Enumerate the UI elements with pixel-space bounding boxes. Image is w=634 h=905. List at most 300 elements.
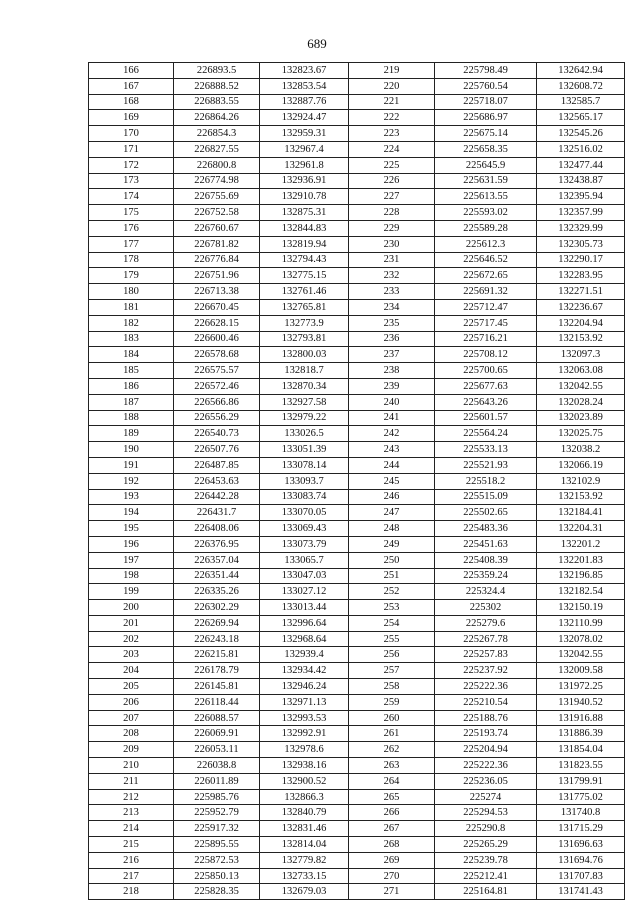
left-point-number-cell: 181 xyxy=(89,299,174,315)
left-x-coordinate-cell: 226069.91 xyxy=(174,726,260,742)
left-x-coordinate-cell: 226302.29 xyxy=(174,600,260,616)
left-x-coordinate-cell: 226215.81 xyxy=(174,647,260,663)
left-point-number-cell: 174 xyxy=(89,189,174,205)
right-x-coordinate-cell: 225236.05 xyxy=(435,773,537,789)
right-y-coordinate-cell: 132290.17 xyxy=(537,252,625,268)
left-x-coordinate-cell: 226883.55 xyxy=(174,94,260,110)
left-point-number-cell: 203 xyxy=(89,647,174,663)
left-point-number-cell: 217 xyxy=(89,868,174,884)
left-y-coordinate-cell: 133051.39 xyxy=(260,442,349,458)
left-y-coordinate-cell: 133083.74 xyxy=(260,489,349,505)
right-point-number-cell: 269 xyxy=(349,852,435,868)
left-y-coordinate-cell: 132924.47 xyxy=(260,110,349,126)
right-point-number-cell: 246 xyxy=(349,489,435,505)
left-point-number-cell: 204 xyxy=(89,663,174,679)
right-y-coordinate-cell: 131696.63 xyxy=(537,837,625,853)
left-y-coordinate-cell: 132853.54 xyxy=(260,78,349,94)
right-x-coordinate-cell: 225222.36 xyxy=(435,758,537,774)
right-y-coordinate-cell: 132196.85 xyxy=(537,568,625,584)
right-x-coordinate-cell: 225798.49 xyxy=(435,63,537,79)
left-x-coordinate-cell: 226752.58 xyxy=(174,205,260,221)
left-y-coordinate-cell: 132967.4 xyxy=(260,141,349,157)
left-point-number-cell: 208 xyxy=(89,726,174,742)
right-point-number-cell: 266 xyxy=(349,805,435,821)
right-y-coordinate-cell: 132009.58 xyxy=(537,663,625,679)
right-point-number-cell: 232 xyxy=(349,268,435,284)
left-x-coordinate-cell: 226357.04 xyxy=(174,552,260,568)
right-point-number-cell: 240 xyxy=(349,394,435,410)
table-row xyxy=(89,552,625,568)
right-point-number-cell: 261 xyxy=(349,726,435,742)
right-point-number-cell: 223 xyxy=(349,126,435,142)
left-x-coordinate-cell: 226827.55 xyxy=(174,141,260,157)
right-point-number-cell: 244 xyxy=(349,457,435,473)
right-point-number-cell: 241 xyxy=(349,410,435,426)
right-x-coordinate-cell: 225686.97 xyxy=(435,110,537,126)
left-point-number-cell: 172 xyxy=(89,157,174,173)
left-point-number-cell: 169 xyxy=(89,110,174,126)
left-x-coordinate-cell: 226760.67 xyxy=(174,220,260,236)
left-x-coordinate-cell: 226888.52 xyxy=(174,78,260,94)
table-row xyxy=(89,63,625,79)
right-x-coordinate-cell: 225188.76 xyxy=(435,710,537,726)
right-x-coordinate-cell: 225324.4 xyxy=(435,584,537,600)
table-row xyxy=(89,78,625,94)
left-point-number-cell: 212 xyxy=(89,789,174,805)
right-x-coordinate-cell: 225564.24 xyxy=(435,426,537,442)
left-x-coordinate-cell: 226431.7 xyxy=(174,505,260,521)
right-point-number-cell: 227 xyxy=(349,189,435,205)
left-point-number-cell: 200 xyxy=(89,600,174,616)
right-point-number-cell: 220 xyxy=(349,78,435,94)
right-point-number-cell: 237 xyxy=(349,347,435,363)
right-x-coordinate-cell: 225712.47 xyxy=(435,299,537,315)
table-row xyxy=(89,837,625,853)
left-y-coordinate-cell: 132840.79 xyxy=(260,805,349,821)
left-point-number-cell: 179 xyxy=(89,268,174,284)
right-y-coordinate-cell: 132271.51 xyxy=(537,284,625,300)
right-y-coordinate-cell: 131972.25 xyxy=(537,679,625,695)
right-x-coordinate-cell: 225237.92 xyxy=(435,663,537,679)
right-x-coordinate-cell: 225212.41 xyxy=(435,868,537,884)
right-x-coordinate-cell: 225502.65 xyxy=(435,505,537,521)
right-point-number-cell: 233 xyxy=(349,284,435,300)
left-y-coordinate-cell: 132993.53 xyxy=(260,710,349,726)
left-point-number-cell: 216 xyxy=(89,852,174,868)
right-x-coordinate-cell: 225294.53 xyxy=(435,805,537,821)
right-x-coordinate-cell: 225612.3 xyxy=(435,236,537,252)
left-point-number-cell: 183 xyxy=(89,331,174,347)
left-x-coordinate-cell: 226442.28 xyxy=(174,489,260,505)
table-row xyxy=(89,378,625,394)
table-row xyxy=(89,189,625,205)
right-y-coordinate-cell: 132477.44 xyxy=(537,157,625,173)
left-x-coordinate-cell: 226053.11 xyxy=(174,742,260,758)
table-row xyxy=(89,331,625,347)
right-point-number-cell: 255 xyxy=(349,631,435,647)
right-x-coordinate-cell: 225193.74 xyxy=(435,726,537,742)
right-point-number-cell: 264 xyxy=(349,773,435,789)
left-point-number-cell: 215 xyxy=(89,837,174,853)
right-point-number-cell: 265 xyxy=(349,789,435,805)
left-point-number-cell: 167 xyxy=(89,78,174,94)
table-row xyxy=(89,852,625,868)
right-y-coordinate-cell: 131715.29 xyxy=(537,821,625,837)
left-point-number-cell: 209 xyxy=(89,742,174,758)
left-point-number-cell: 189 xyxy=(89,426,174,442)
right-x-coordinate-cell: 225708.12 xyxy=(435,347,537,363)
right-x-coordinate-cell: 225717.45 xyxy=(435,315,537,331)
left-x-coordinate-cell: 225985.76 xyxy=(174,789,260,805)
right-y-coordinate-cell: 132025.75 xyxy=(537,426,625,442)
left-x-coordinate-cell: 226556.29 xyxy=(174,410,260,426)
right-x-coordinate-cell: 225483.36 xyxy=(435,521,537,537)
right-point-number-cell: 249 xyxy=(349,536,435,552)
right-y-coordinate-cell: 132078.02 xyxy=(537,631,625,647)
right-x-coordinate-cell: 225164.81 xyxy=(435,884,537,900)
right-x-coordinate-cell: 225533.13 xyxy=(435,442,537,458)
right-point-number-cell: 270 xyxy=(349,868,435,884)
left-y-coordinate-cell: 132992.91 xyxy=(260,726,349,742)
left-y-coordinate-cell: 132819.94 xyxy=(260,236,349,252)
left-x-coordinate-cell: 226893.5 xyxy=(174,63,260,79)
left-x-coordinate-cell: 226776.84 xyxy=(174,252,260,268)
left-y-coordinate-cell: 132979.22 xyxy=(260,410,349,426)
left-x-coordinate-cell: 226335.26 xyxy=(174,584,260,600)
left-x-coordinate-cell: 226670.45 xyxy=(174,299,260,315)
right-x-coordinate-cell: 225239.78 xyxy=(435,852,537,868)
left-y-coordinate-cell: 132875.31 xyxy=(260,205,349,221)
right-point-number-cell: 236 xyxy=(349,331,435,347)
coordinates-table xyxy=(88,62,625,900)
left-y-coordinate-cell: 133026.5 xyxy=(260,426,349,442)
table-row xyxy=(89,205,625,221)
right-point-number-cell: 257 xyxy=(349,663,435,679)
right-x-coordinate-cell: 225716.21 xyxy=(435,331,537,347)
left-point-number-cell: 192 xyxy=(89,473,174,489)
left-y-coordinate-cell: 133065.7 xyxy=(260,552,349,568)
left-point-number-cell: 196 xyxy=(89,536,174,552)
left-x-coordinate-cell: 226088.57 xyxy=(174,710,260,726)
left-x-coordinate-cell: 226118.44 xyxy=(174,694,260,710)
left-point-number-cell: 213 xyxy=(89,805,174,821)
left-y-coordinate-cell: 132866.3 xyxy=(260,789,349,805)
left-point-number-cell: 178 xyxy=(89,252,174,268)
right-y-coordinate-cell: 131740.8 xyxy=(537,805,625,821)
table-row xyxy=(89,584,625,600)
table-row xyxy=(89,726,625,742)
table-row xyxy=(89,157,625,173)
right-point-number-cell: 259 xyxy=(349,694,435,710)
left-point-number-cell: 193 xyxy=(89,489,174,505)
left-y-coordinate-cell: 132936.91 xyxy=(260,173,349,189)
right-x-coordinate-cell: 225265.29 xyxy=(435,837,537,853)
left-x-coordinate-cell: 226038.8 xyxy=(174,758,260,774)
left-y-coordinate-cell: 132800.03 xyxy=(260,347,349,363)
table-row xyxy=(89,363,625,379)
left-y-coordinate-cell: 132978.6 xyxy=(260,742,349,758)
left-y-coordinate-cell: 133073.79 xyxy=(260,536,349,552)
right-x-coordinate-cell: 225643.26 xyxy=(435,394,537,410)
left-point-number-cell: 207 xyxy=(89,710,174,726)
right-y-coordinate-cell: 132038.2 xyxy=(537,442,625,458)
right-x-coordinate-cell: 225645.9 xyxy=(435,157,537,173)
left-x-coordinate-cell: 226578.68 xyxy=(174,347,260,363)
left-x-coordinate-cell: 226572.46 xyxy=(174,378,260,394)
right-y-coordinate-cell: 131741.43 xyxy=(537,884,625,900)
right-y-coordinate-cell: 132184.41 xyxy=(537,505,625,521)
left-y-coordinate-cell: 132900.52 xyxy=(260,773,349,789)
left-x-coordinate-cell: 225917.32 xyxy=(174,821,260,837)
right-y-coordinate-cell: 132565.17 xyxy=(537,110,625,126)
left-point-number-cell: 198 xyxy=(89,568,174,584)
left-point-number-cell: 190 xyxy=(89,442,174,458)
right-y-coordinate-cell: 131775.02 xyxy=(537,789,625,805)
left-x-coordinate-cell: 226011.89 xyxy=(174,773,260,789)
left-point-number-cell: 206 xyxy=(89,694,174,710)
right-y-coordinate-cell: 132023.89 xyxy=(537,410,625,426)
page-number: 689 xyxy=(307,36,327,51)
table-row xyxy=(89,284,625,300)
right-y-coordinate-cell: 132516.02 xyxy=(537,141,625,157)
right-x-coordinate-cell: 225359.24 xyxy=(435,568,537,584)
right-point-number-cell: 238 xyxy=(349,363,435,379)
left-point-number-cell: 201 xyxy=(89,615,174,631)
left-point-number-cell: 185 xyxy=(89,363,174,379)
left-y-coordinate-cell: 132946.24 xyxy=(260,679,349,695)
right-x-coordinate-cell: 225718.07 xyxy=(435,94,537,110)
left-x-coordinate-cell: 226145.81 xyxy=(174,679,260,695)
left-y-coordinate-cell: 133013.44 xyxy=(260,600,349,616)
left-x-coordinate-cell: 225850.13 xyxy=(174,868,260,884)
right-y-coordinate-cell: 131916.88 xyxy=(537,710,625,726)
table-row xyxy=(89,868,625,884)
right-x-coordinate-cell: 225675.14 xyxy=(435,126,537,142)
left-y-coordinate-cell: 132814.04 xyxy=(260,837,349,853)
left-y-coordinate-cell: 132773.9 xyxy=(260,315,349,331)
left-point-number-cell: 191 xyxy=(89,457,174,473)
right-point-number-cell: 250 xyxy=(349,552,435,568)
right-point-number-cell: 260 xyxy=(349,710,435,726)
left-y-coordinate-cell: 133093.7 xyxy=(260,473,349,489)
right-y-coordinate-cell: 131854.04 xyxy=(537,742,625,758)
right-x-coordinate-cell: 225658.35 xyxy=(435,141,537,157)
table-row xyxy=(89,126,625,142)
table-row xyxy=(89,252,625,268)
right-y-coordinate-cell: 132102.9 xyxy=(537,473,625,489)
right-x-coordinate-cell: 225290.8 xyxy=(435,821,537,837)
table-row xyxy=(89,473,625,489)
right-x-coordinate-cell: 225521.93 xyxy=(435,457,537,473)
left-point-number-cell: 195 xyxy=(89,521,174,537)
left-x-coordinate-cell: 226781.82 xyxy=(174,236,260,252)
right-x-coordinate-cell: 225593.02 xyxy=(435,205,537,221)
right-y-coordinate-cell: 132201.2 xyxy=(537,536,625,552)
right-y-coordinate-cell: 132608.72 xyxy=(537,78,625,94)
right-y-coordinate-cell: 132642.94 xyxy=(537,63,625,79)
right-y-coordinate-cell: 132097.3 xyxy=(537,347,625,363)
left-point-number-cell: 199 xyxy=(89,584,174,600)
left-point-number-cell: 214 xyxy=(89,821,174,837)
right-y-coordinate-cell: 132204.94 xyxy=(537,315,625,331)
table-row xyxy=(89,410,625,426)
left-y-coordinate-cell: 132959.31 xyxy=(260,126,349,142)
left-point-number-cell: 218 xyxy=(89,884,174,900)
table-row xyxy=(89,694,625,710)
left-point-number-cell: 205 xyxy=(89,679,174,695)
right-y-coordinate-cell: 132585.7 xyxy=(537,94,625,110)
right-y-coordinate-cell: 132438.87 xyxy=(537,173,625,189)
left-x-coordinate-cell: 225828.35 xyxy=(174,884,260,900)
right-x-coordinate-cell: 225302 xyxy=(435,600,537,616)
table-row xyxy=(89,679,625,695)
table-row xyxy=(89,315,625,331)
right-y-coordinate-cell: 131799.91 xyxy=(537,773,625,789)
right-point-number-cell: 247 xyxy=(349,505,435,521)
left-x-coordinate-cell: 226507.76 xyxy=(174,442,260,458)
table-row xyxy=(89,110,625,126)
left-x-coordinate-cell: 226408.06 xyxy=(174,521,260,537)
right-point-number-cell: 251 xyxy=(349,568,435,584)
right-point-number-cell: 262 xyxy=(349,742,435,758)
left-y-coordinate-cell: 133047.03 xyxy=(260,568,349,584)
right-point-number-cell: 248 xyxy=(349,521,435,537)
table-row xyxy=(89,521,625,537)
left-y-coordinate-cell: 132823.67 xyxy=(260,63,349,79)
right-y-coordinate-cell: 132305.73 xyxy=(537,236,625,252)
right-x-coordinate-cell: 225700.65 xyxy=(435,363,537,379)
right-point-number-cell: 254 xyxy=(349,615,435,631)
right-x-coordinate-cell: 225210.54 xyxy=(435,694,537,710)
table-row xyxy=(89,615,625,631)
right-x-coordinate-cell: 225279.6 xyxy=(435,615,537,631)
left-point-number-cell: 202 xyxy=(89,631,174,647)
left-y-coordinate-cell: 132733.15 xyxy=(260,868,349,884)
table-row xyxy=(89,536,625,552)
right-point-number-cell: 253 xyxy=(349,600,435,616)
table-row xyxy=(89,631,625,647)
right-point-number-cell: 263 xyxy=(349,758,435,774)
table-row xyxy=(89,884,625,900)
right-y-coordinate-cell: 132182.54 xyxy=(537,584,625,600)
left-y-coordinate-cell: 132793.81 xyxy=(260,331,349,347)
right-y-coordinate-cell: 132545.26 xyxy=(537,126,625,142)
left-x-coordinate-cell: 226453.63 xyxy=(174,473,260,489)
left-y-coordinate-cell: 132870.34 xyxy=(260,378,349,394)
right-y-coordinate-cell: 132204.31 xyxy=(537,521,625,537)
left-x-coordinate-cell: 226600.46 xyxy=(174,331,260,347)
left-point-number-cell: 211 xyxy=(89,773,174,789)
right-y-coordinate-cell: 132357.99 xyxy=(537,205,625,221)
table-row xyxy=(89,710,625,726)
left-x-coordinate-cell: 226566.86 xyxy=(174,394,260,410)
table-row xyxy=(89,94,625,110)
right-point-number-cell: 228 xyxy=(349,205,435,221)
left-point-number-cell: 197 xyxy=(89,552,174,568)
right-point-number-cell: 224 xyxy=(349,141,435,157)
left-y-coordinate-cell: 132887.76 xyxy=(260,94,349,110)
left-y-coordinate-cell: 132831.46 xyxy=(260,821,349,837)
right-x-coordinate-cell: 225631.59 xyxy=(435,173,537,189)
right-point-number-cell: 231 xyxy=(349,252,435,268)
left-x-coordinate-cell: 226800.8 xyxy=(174,157,260,173)
left-x-coordinate-cell: 226774.98 xyxy=(174,173,260,189)
right-x-coordinate-cell: 225677.63 xyxy=(435,378,537,394)
left-point-number-cell: 168 xyxy=(89,94,174,110)
left-y-coordinate-cell: 132938.16 xyxy=(260,758,349,774)
left-point-number-cell: 182 xyxy=(89,315,174,331)
right-x-coordinate-cell: 225518.2 xyxy=(435,473,537,489)
left-x-coordinate-cell: 226864.26 xyxy=(174,110,260,126)
left-point-number-cell: 188 xyxy=(89,410,174,426)
right-point-number-cell: 222 xyxy=(349,110,435,126)
right-y-coordinate-cell: 132042.55 xyxy=(537,647,625,663)
left-y-coordinate-cell: 132934.42 xyxy=(260,663,349,679)
table-row xyxy=(89,505,625,521)
left-y-coordinate-cell: 132939.4 xyxy=(260,647,349,663)
right-point-number-cell: 221 xyxy=(349,94,435,110)
right-point-number-cell: 239 xyxy=(349,378,435,394)
left-point-number-cell: 176 xyxy=(89,220,174,236)
table-row xyxy=(89,347,625,363)
right-x-coordinate-cell: 225613.55 xyxy=(435,189,537,205)
left-y-coordinate-cell: 132779.82 xyxy=(260,852,349,868)
right-point-number-cell: 243 xyxy=(349,442,435,458)
left-y-coordinate-cell: 132794.43 xyxy=(260,252,349,268)
table-row xyxy=(89,805,625,821)
right-x-coordinate-cell: 225222.36 xyxy=(435,679,537,695)
right-point-number-cell: 226 xyxy=(349,173,435,189)
table-row xyxy=(89,268,625,284)
left-x-coordinate-cell: 226751.96 xyxy=(174,268,260,284)
right-point-number-cell: 225 xyxy=(349,157,435,173)
left-point-number-cell: 173 xyxy=(89,173,174,189)
left-y-coordinate-cell: 132765.81 xyxy=(260,299,349,315)
left-x-coordinate-cell: 226351.44 xyxy=(174,568,260,584)
right-x-coordinate-cell: 225274 xyxy=(435,789,537,805)
right-y-coordinate-cell: 131694.76 xyxy=(537,852,625,868)
right-y-coordinate-cell: 131823.55 xyxy=(537,758,625,774)
left-y-coordinate-cell: 132818.7 xyxy=(260,363,349,379)
right-point-number-cell: 252 xyxy=(349,584,435,600)
right-y-coordinate-cell: 132110.99 xyxy=(537,615,625,631)
left-x-coordinate-cell: 226487.85 xyxy=(174,457,260,473)
table-row xyxy=(89,663,625,679)
left-point-number-cell: 194 xyxy=(89,505,174,521)
right-point-number-cell: 256 xyxy=(349,647,435,663)
right-point-number-cell: 229 xyxy=(349,220,435,236)
right-point-number-cell: 242 xyxy=(349,426,435,442)
right-y-coordinate-cell: 132042.55 xyxy=(537,378,625,394)
left-y-coordinate-cell: 133078.14 xyxy=(260,457,349,473)
right-point-number-cell: 258 xyxy=(349,679,435,695)
table-row xyxy=(89,173,625,189)
left-y-coordinate-cell: 133027.12 xyxy=(260,584,349,600)
right-y-coordinate-cell: 131707.83 xyxy=(537,868,625,884)
left-x-coordinate-cell: 225895.55 xyxy=(174,837,260,853)
left-point-number-cell: 187 xyxy=(89,394,174,410)
right-y-coordinate-cell: 132201.83 xyxy=(537,552,625,568)
table-row xyxy=(89,773,625,789)
right-y-coordinate-cell: 132153.92 xyxy=(537,331,625,347)
left-x-coordinate-cell: 226713.38 xyxy=(174,284,260,300)
left-point-number-cell: 184 xyxy=(89,347,174,363)
left-y-coordinate-cell: 133069.43 xyxy=(260,521,349,537)
right-y-coordinate-cell: 132153.92 xyxy=(537,489,625,505)
right-x-coordinate-cell: 225646.52 xyxy=(435,252,537,268)
table-row xyxy=(89,600,625,616)
left-y-coordinate-cell: 132775.15 xyxy=(260,268,349,284)
